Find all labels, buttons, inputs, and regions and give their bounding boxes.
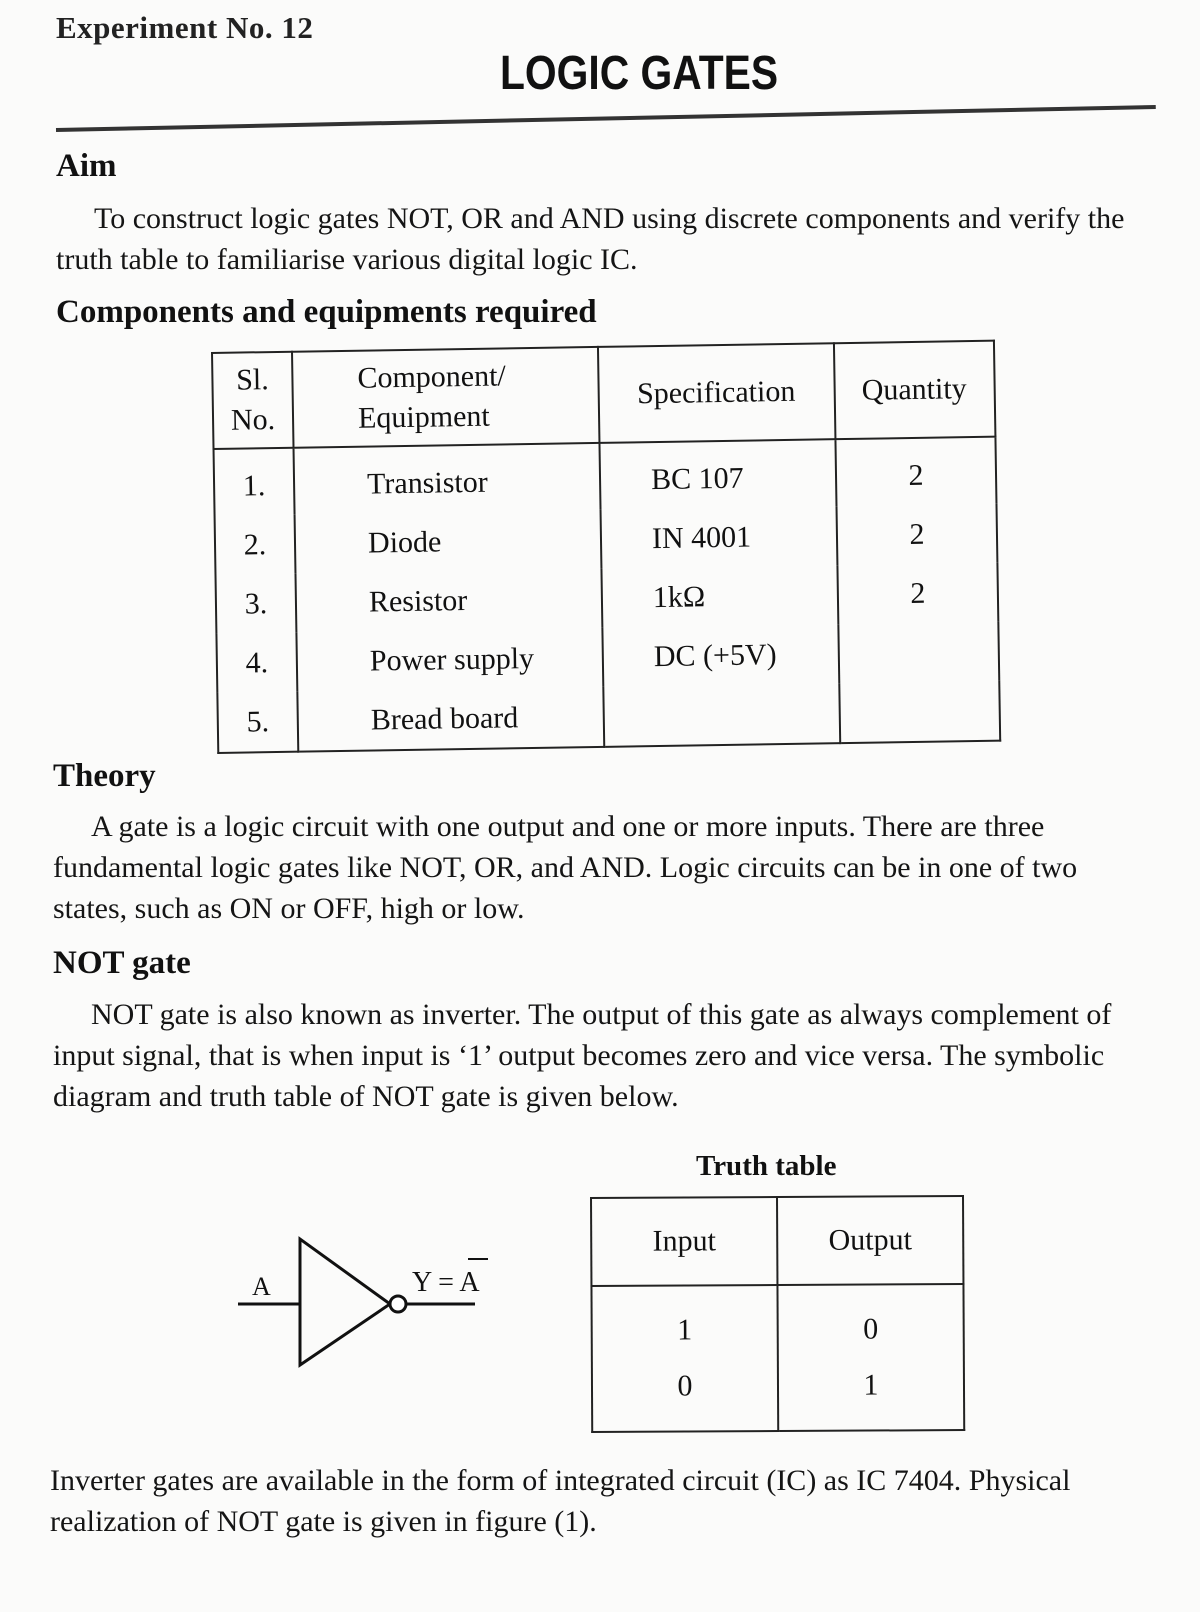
- cell-component: Transistor: [294, 443, 601, 515]
- truth-value: 1: [863, 1368, 879, 1402]
- truth-value: 1: [677, 1313, 693, 1347]
- cell-quantity: 2: [835, 437, 996, 507]
- not-gate-text: NOT gate is also known as inverter. The output of this gate as always complement of input signal, that is when input is ‘1’ output becomes zero and vice versa. The symbolic diagram and truth table of NOT gate is given below.: [53, 998, 1112, 1113]
- page-title: LOGIC GATES: [500, 47, 779, 100]
- truth-table: [590, 1195, 965, 1433]
- table-row: [214, 437, 997, 516]
- truth-table-caption: Truth table: [696, 1150, 837, 1182]
- aim-heading: Aim: [56, 148, 117, 184]
- cell-specification: BC 107: [599, 439, 836, 510]
- truth-table-output-cell: [777, 1284, 964, 1431]
- components-heading: Components and equipments required: [56, 294, 597, 330]
- truth-table-body: [591, 1284, 964, 1432]
- cell-sl: 5.: [217, 692, 298, 753]
- col-header-sl: Sl. No.: [212, 352, 293, 449]
- cell-sl: 2.: [215, 515, 296, 575]
- inversion-bubble: [390, 1296, 406, 1312]
- buffer-triangle: [300, 1239, 390, 1365]
- truth-table-input-cell: [591, 1285, 778, 1432]
- cell-specification: [603, 683, 840, 747]
- input-label: A: [252, 1272, 271, 1301]
- col-header-component: Component/ Equipment: [292, 347, 599, 448]
- truth-table-header-output: Output: [777, 1196, 963, 1285]
- cell-sl: 1.: [214, 448, 295, 516]
- cell-specification: 1kΩ: [601, 565, 838, 628]
- truth-value: 0: [677, 1369, 693, 1403]
- cell-component: Power supply: [296, 628, 603, 692]
- aim-text: To construct logic gates NOT, OR and AND using discrete components and verify the truth table to familiarise various digital logic IC.: [56, 202, 1125, 276]
- cell-quantity: [838, 622, 999, 684]
- cell-component: Resistor: [295, 569, 602, 633]
- cell-component: Bread board: [297, 687, 604, 752]
- table-row: [217, 681, 1000, 753]
- cell-component: Diode: [295, 510, 602, 574]
- experiment-number: Experiment No. 12: [56, 10, 314, 45]
- truth-table-header-input: Input: [591, 1197, 777, 1286]
- col-header-quantity: Quantity: [834, 341, 995, 440]
- not-gate-diagram: [230, 1225, 510, 1385]
- output-label: Y = A: [412, 1267, 480, 1298]
- cell-quantity: 2: [837, 563, 998, 625]
- truth-table-header: [591, 1196, 963, 1286]
- components-table: [211, 340, 1001, 754]
- cell-sl: 4.: [216, 633, 297, 693]
- components-table-header: [212, 341, 995, 449]
- cell-specification: IN 4001: [601, 506, 838, 569]
- cell-quantity: [839, 681, 1000, 744]
- title-rule: [56, 105, 1156, 132]
- cell-sl: 3.: [216, 574, 297, 634]
- theory-text: A gate is a logic circuit with one output and one or more inputs. There are three fundamental logic gates like NOT, OR, and AND. Logic circuits can be in one of two states, such as ON or OFF, high or low.: [53, 810, 1078, 925]
- col-header-specification: Specification: [598, 343, 835, 443]
- not-gate-heading: NOT gate: [53, 945, 191, 981]
- inverter-footer-text: Inverter gates are available in the form of integrated circuit (IC) as IC 7404. Physical realization of NOT gate is given in figure (1).: [50, 1464, 1071, 1538]
- cell-quantity: 2: [836, 504, 997, 566]
- truth-value: 0: [863, 1312, 879, 1346]
- cell-specification: DC (+5V): [602, 624, 839, 687]
- theory-heading: Theory: [53, 758, 156, 794]
